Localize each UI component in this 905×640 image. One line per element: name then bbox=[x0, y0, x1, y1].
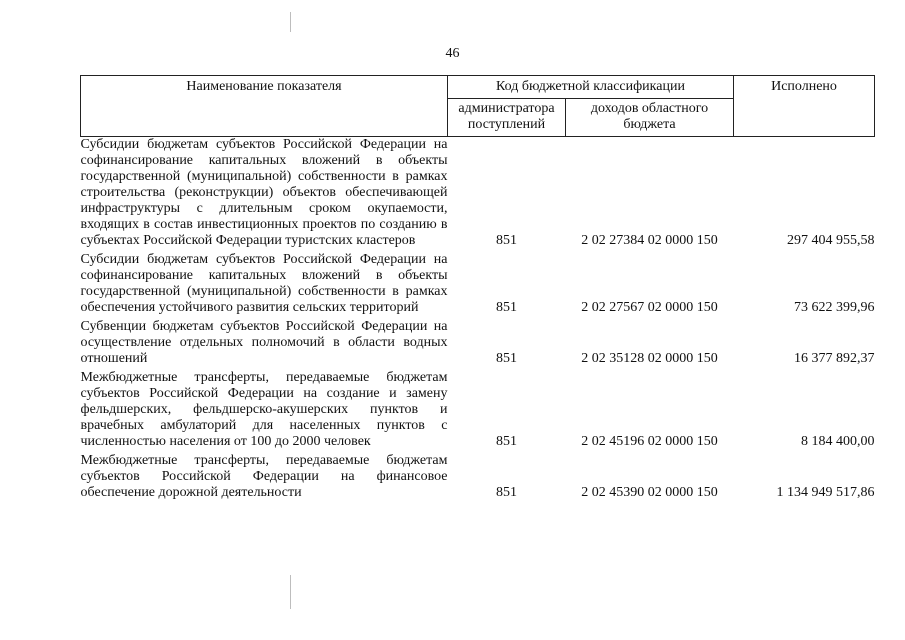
table-row bbox=[81, 453, 875, 504]
table-row bbox=[81, 252, 875, 319]
header-admin: администратора поступлений bbox=[448, 99, 566, 137]
page-number: 46 bbox=[445, 46, 460, 61]
row-name: Межбюджетные трансферты, передаваемые бюджетам субъектов Российской Федерации на финансовое обеспечение дорожной деятельности bbox=[80, 453, 448, 500]
header-income: доходов областного бюджета bbox=[566, 99, 734, 137]
row-admin-code: 851 bbox=[496, 300, 517, 315]
row-name: Субвенции бюджетам субъектов Российской Федерации на осуществление отдельных полномочий в области водных отношений bbox=[80, 319, 448, 366]
row-name: Субсидии бюджетам субъектов Российской Федерации на софинансирование капитальных вложений в объекты государственной (муниципальной) собственности в рамках строительства (реконструкции) объектов обеспечивающей инфраструктуры с длительным сроком окупаемости, входящих в состав инвестиционных проектов по созданию в субъектах Российской Федерации туристских кластеров bbox=[80, 137, 448, 248]
row-name: Межбюджетные трансферты, передаваемые бюджетам субъектов Российской Федерации на создание и замену фельдшерских, фельдшерско-акушерских пунктов и врачебных амбулаторий для населенных пунктов с численностью населения от 100 до 2000 человек bbox=[80, 370, 448, 449]
row-admin-code: 851 bbox=[496, 485, 517, 500]
budget-table bbox=[80, 75, 875, 504]
row-amount: 16 377 892,37 bbox=[794, 351, 875, 366]
row-income-code: 2 02 45196 02 0000 150 bbox=[581, 434, 718, 449]
row-admin-code: 851 bbox=[496, 434, 517, 449]
row-income-code: 2 02 27567 02 0000 150 bbox=[581, 300, 718, 315]
row-admin-code: 851 bbox=[496, 233, 517, 248]
row-income-code: 2 02 27384 02 0000 150 bbox=[581, 233, 718, 248]
table-row bbox=[81, 370, 875, 453]
scan-artifact bbox=[290, 12, 291, 32]
table-row bbox=[81, 319, 875, 370]
header-executed: Исполнено bbox=[734, 76, 875, 137]
row-amount: 297 404 955,58 bbox=[787, 233, 875, 248]
header-code-group: Код бюджетной классификации bbox=[448, 76, 734, 99]
row-amount: 1 134 949 517,86 bbox=[776, 485, 875, 500]
scan-artifact bbox=[290, 575, 291, 609]
row-income-code: 2 02 35128 02 0000 150 bbox=[581, 351, 718, 366]
header-row bbox=[81, 76, 875, 99]
row-amount: 8 184 400,00 bbox=[801, 434, 875, 449]
row-amount: 73 622 399,96 bbox=[794, 300, 875, 315]
row-admin-code: 851 bbox=[496, 351, 517, 366]
row-income-code: 2 02 45390 02 0000 150 bbox=[581, 485, 718, 500]
header-name: Наименование показателя bbox=[81, 76, 448, 137]
row-name: Субсидии бюджетам субъектов Российской Федерации на софинансирование капитальных вложений в объекты государственной (муниципальной) собственности в рамках обеспечения устойчивого развития сельских территорий bbox=[80, 252, 448, 315]
table-row bbox=[81, 137, 875, 253]
